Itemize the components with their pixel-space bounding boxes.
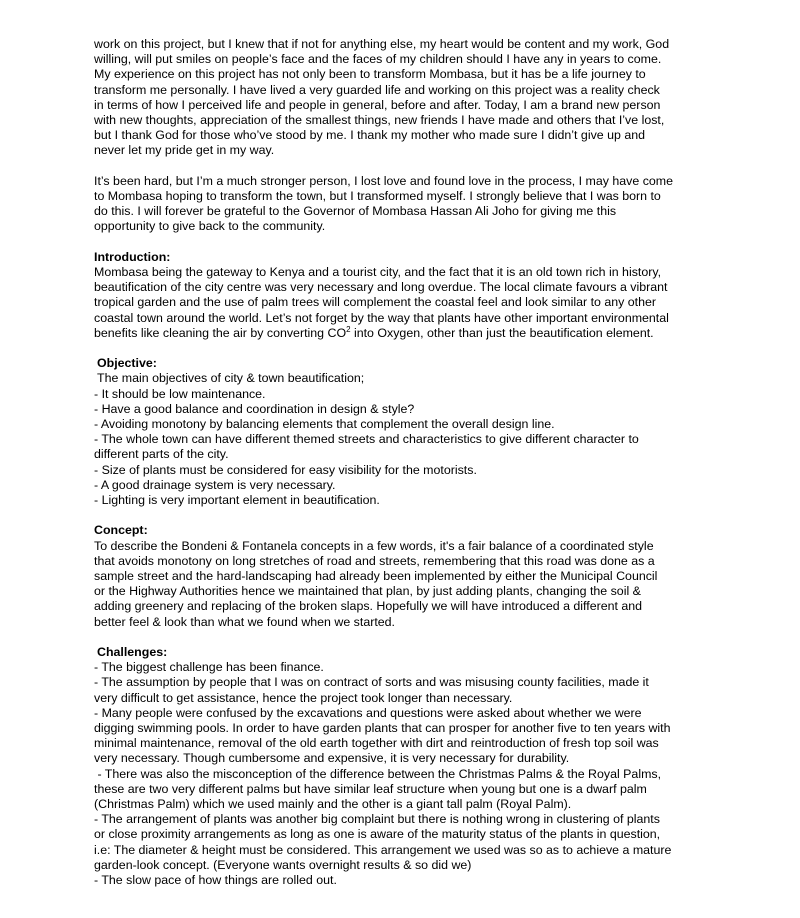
- text-line: minimal maintenance, removal of the old earth together with dirt and reintroduction of fresh top soil was: [94, 736, 659, 751]
- text-line: transform me personally. I have lived a very guarded life and working on this project was a reality check: [94, 82, 660, 97]
- list-item: - Lighting is very important element in beautification.: [94, 493, 380, 508]
- list-item: - The whole town can have different themed streets and characteristics to give different character to: [94, 432, 639, 447]
- text-line: very difficult to get assistance, hence the project took longer than necessary.: [94, 690, 513, 705]
- text-line: (Christmas Palm) which we used mainly and the other is a giant tall palm (Royal Palm).: [94, 797, 572, 812]
- text-line: that avoids monotony on long stretches of road and streets, remembering that this road was done as a: [94, 553, 655, 568]
- text-line: or close proximity arrangements as long as one is aware of the maturity status of the plants in question,: [94, 827, 661, 842]
- text-fragment: into Oxygen, other than just the beautification element.: [350, 325, 654, 340]
- text-line: different parts of the city.: [94, 447, 229, 462]
- text-line: to Mombasa hoping to transform the town, but I transformed myself. I strongly believe that I was born to: [94, 189, 661, 204]
- text-line: Mombasa being the gateway to Kenya and a tourist city, and the fact that it is an old town rich in history,: [94, 265, 662, 280]
- list-item: - The assumption by people that I was on contract of sorts and was misusing county facilities, made it: [94, 675, 649, 690]
- text-line: these are two very different palms but have similar leaf structure when young but one is a dwarf palm: [94, 781, 647, 796]
- list-item: - A good drainage system is very necessary.: [94, 477, 336, 492]
- concept-heading: Concept:: [94, 523, 148, 538]
- text-line: willing, will put smiles on people’s face and the faces of my children should I have any in years to come.: [94, 52, 662, 67]
- objective-section: [94, 356, 714, 508]
- text-line: garden-look concept. (Everyone wants overnight results & so did we): [94, 857, 472, 872]
- text-line: adding greenery and replacing of the broken slaps. Hopefully we will have introduced a different and: [94, 599, 643, 614]
- list-item: - The biggest challenge has been finance.: [94, 660, 324, 675]
- text-line: very necessary. Though cumbersome and expensive, it is very necessary for durability.: [94, 751, 570, 766]
- text-line: The main objectives of city & town beautification;: [97, 371, 365, 386]
- introduction-section: [94, 250, 714, 341]
- list-item: - The arrangement of plants was another big complaint but there is nothing wrong in clustering of plants: [94, 812, 660, 827]
- opening-paragraph: [94, 37, 714, 159]
- text-line: [94, 326, 714, 341]
- list-item: - Avoiding monotony by balancing elements that complement the overall design line.: [94, 417, 555, 432]
- text-line: My experience on this project has not only been to transform Mombasa, but it has be a life journey to: [94, 67, 646, 82]
- list-item: - Have a good balance and coordination in design & style?: [94, 401, 415, 416]
- text-line: or the Highway Authorities hence we maintained that plan, by just adding plants, changing the soil &: [94, 584, 641, 599]
- introduction-heading: Introduction:: [94, 249, 171, 264]
- list-item: - The slow pace of how things are rolled out.: [94, 873, 337, 888]
- document-body: [94, 37, 714, 888]
- text-line: To describe the Bondeni & Fontanela concepts in a few words, it's a fair balance of a coordinated style: [94, 538, 654, 553]
- text-fragment: benefits like cleaning the air by converting CO: [94, 325, 347, 340]
- text-line: opportunity to give back to the community.: [94, 219, 326, 234]
- text-line: digging swimming pools. In order to have garden plants that can prosper for another five to ten years with: [94, 721, 671, 736]
- text-line: better feel & look than what we found when we started.: [94, 614, 395, 629]
- objective-heading: Objective:: [97, 356, 157, 371]
- text-line: sample street and the hard-landscaping had already been implemented by either the Municipal Council: [94, 569, 658, 584]
- text-line: never let my pride get in my way.: [94, 143, 275, 158]
- text-line: in terms of how I perceived life and people in general, before and after. Today, I am a brand new person: [94, 97, 661, 112]
- text-line: with new thoughts, appreciation of the smallest things, new friends I have made and others that I’ve lost,: [94, 113, 665, 128]
- list-item: - There was also the misconception of the difference between the Christmas Palms & the Royal Palms,: [94, 766, 662, 781]
- list-item: - It should be low maintenance.: [94, 386, 266, 401]
- text-line: but I thank God for those who’ve stood by me. I thank my mother who made sure I didn’t give up and: [94, 128, 645, 143]
- text-line: work on this project, but I knew that if not for anything else, my heart would be content and my work, God: [94, 37, 670, 51]
- list-item: - Many people were confused by the excavations and questions were asked about whether we were: [94, 705, 642, 720]
- concept-section: [94, 523, 714, 629]
- superscript-two: 2: [346, 324, 351, 334]
- gratitude-paragraph: [94, 174, 714, 235]
- challenges-heading: Challenges:: [97, 645, 168, 660]
- list-item: - Size of plants must be considered for easy visibility for the motorists.: [94, 462, 477, 477]
- text-line: It’s been hard, but I’m a much stronger person, I lost love and found love in the process, I may have come: [94, 173, 674, 188]
- text-line: beautification of the city centre was very necessary and long overdue. The local climate favours a vibrant: [94, 280, 668, 295]
- challenges-section: [94, 645, 714, 888]
- text-line: coastal town around the world. Let’s not forget by the way that plants have other important environmental: [94, 310, 669, 325]
- text-line: i.e: The diameter & height must be considered. This arrangement we used was so as to achieve a mature: [94, 842, 672, 857]
- text-line: tropical garden and the use of palm trees will complement the coastal feel and look similar to any other: [94, 295, 657, 310]
- text-line: do this. I will forever be grateful to the Governor of Mombasa Hassan Ali Joho for giving me this: [94, 204, 617, 219]
